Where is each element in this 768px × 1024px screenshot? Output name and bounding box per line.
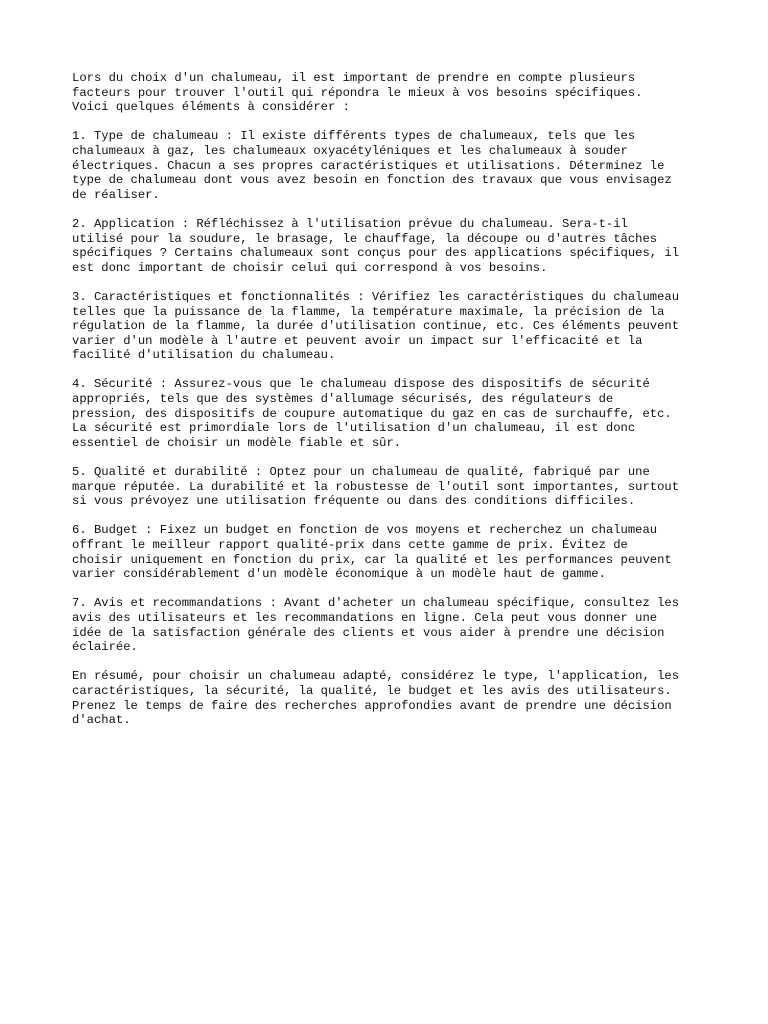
- text-line: pression, des dispositifs de coupure automatique du gaz en cas de surchauffe, etc.: [72, 406, 672, 421]
- text-line: électriques. Chacun a ses propres caractéristiques et utilisations. Déterminez le: [72, 158, 665, 173]
- text-line: 1. Type de chalumeau : Il existe différents types de chalumeaux, tels que les: [72, 129, 636, 144]
- application-paragraph: [72, 217, 732, 275]
- text-line: utilisé pour la soudure, le brasage, le chauffage, la découpe ou d'autres tâches: [72, 231, 658, 246]
- text-line: est donc important de choisir celui qui correspond à vos besoins.: [72, 260, 548, 275]
- features-paragraph: [72, 290, 732, 363]
- text-line: facteurs pour trouver l'outil qui répondra le mieux à vos besoins spécifiques.: [72, 85, 643, 100]
- text-line: avis des utilisateurs et les recommandations en ligne. Cela peut vous donner une: [72, 610, 658, 625]
- text-line: marque réputée. La durabilité et la robustesse de l'outil sont importantes, surtout: [72, 479, 680, 494]
- text-line: éclairée.: [72, 640, 138, 655]
- text-line: La sécurité est primordiale lors de l'utilisation d'un chalumeau, il est donc: [72, 421, 636, 436]
- safety-paragraph: [72, 377, 732, 450]
- text-line: Lors du choix d'un chalumeau, il est important de prendre en compte plusieurs: [72, 71, 636, 85]
- text-line: régulation de la flamme, la durée d'utilisation continue, etc. Ces éléments peuvent: [72, 319, 680, 334]
- summary-paragraph: [72, 669, 732, 727]
- text-line: type de chalumeau dont vous avez besoin en fonction des travaux que vous envisagez: [72, 173, 672, 188]
- text-line: varier d'un modèle à l'autre et peuvent avoir un impact sur l'efficacité et la: [72, 333, 643, 348]
- text-line: 5. Qualité et durabilité : Optez pour un chalumeau de qualité, fabriqué par une: [72, 465, 650, 480]
- text-line: choisir uniquement en fonction du prix, car la qualité et les performances peuvent: [72, 552, 672, 567]
- text-line: de réaliser.: [72, 187, 160, 202]
- text-line: d'achat.: [72, 713, 131, 728]
- text-line: si vous prévoyez une utilisation fréquente ou dans des conditions difficiles.: [72, 494, 636, 509]
- text-line: appropriés, tels que des systèmes d'allumage sécurisés, des régulateurs de: [72, 392, 614, 407]
- text-line: Prenez le temps de faire des recherches approfondies avant de prendre une décision: [72, 698, 672, 713]
- text-line: offrant le meilleur rapport qualité-prix dans cette gamme de prix. Évitez de: [72, 538, 628, 552]
- text-line: varier considérablement d'un modèle économique à un modèle haut de gamme.: [72, 567, 606, 582]
- text-line: idée de la satisfaction générale des clients et vous aider à prendre une décision: [72, 625, 665, 640]
- text-line: En résumé, pour choisir un chalumeau adapté, considérez le type, l'application, les: [72, 669, 680, 684]
- text-line: 4. Sécurité : Assurez-vous que le chalumeau dispose des dispositifs de sécurité: [72, 377, 650, 392]
- type-paragraph: [72, 129, 732, 202]
- text-line: telles que la puissance de la flamme, la température maximale, la précision de la: [72, 304, 665, 319]
- text-line: 7. Avis et recommandations : Avant d'acheter un chalumeau spécifique, consultez les: [72, 596, 680, 611]
- quality-paragraph: [72, 465, 732, 509]
- text-line: essentiel de choisir un modèle fiable et sûr.: [72, 435, 402, 450]
- budget-paragraph: [72, 523, 732, 581]
- text-line: 3. Caractéristiques et fonctionnalités : Vérifiez les caractéristiques du chalumeau: [72, 289, 680, 304]
- text-line: chalumeaux à gaz, les chalumeaux oxyacétyléniques et les chalumeaux à souder: [72, 143, 628, 158]
- text-line: 2. Application : Réfléchissez à l'utilisation prévue du chalumeau. Sera-t-il: [72, 216, 628, 231]
- text-line: caractéristiques, la sécurité, la qualité, le budget et les avis des utilisateurs.: [72, 683, 672, 698]
- intro-paragraph: [72, 71, 732, 115]
- text-line: spécifiques ? Certains chalumeaux sont conçus pour des applications spécifiques, il: [72, 246, 680, 261]
- reviews-paragraph: [72, 596, 732, 654]
- text-line: facilité d'utilisation du chalumeau.: [72, 348, 336, 363]
- text-line: 6. Budget : Fixez un budget en fonction de vos moyens et recherchez un chalumeau: [72, 523, 658, 538]
- text-line: Voici quelques éléments à considérer :: [72, 100, 350, 115]
- document-body: [72, 71, 732, 742]
